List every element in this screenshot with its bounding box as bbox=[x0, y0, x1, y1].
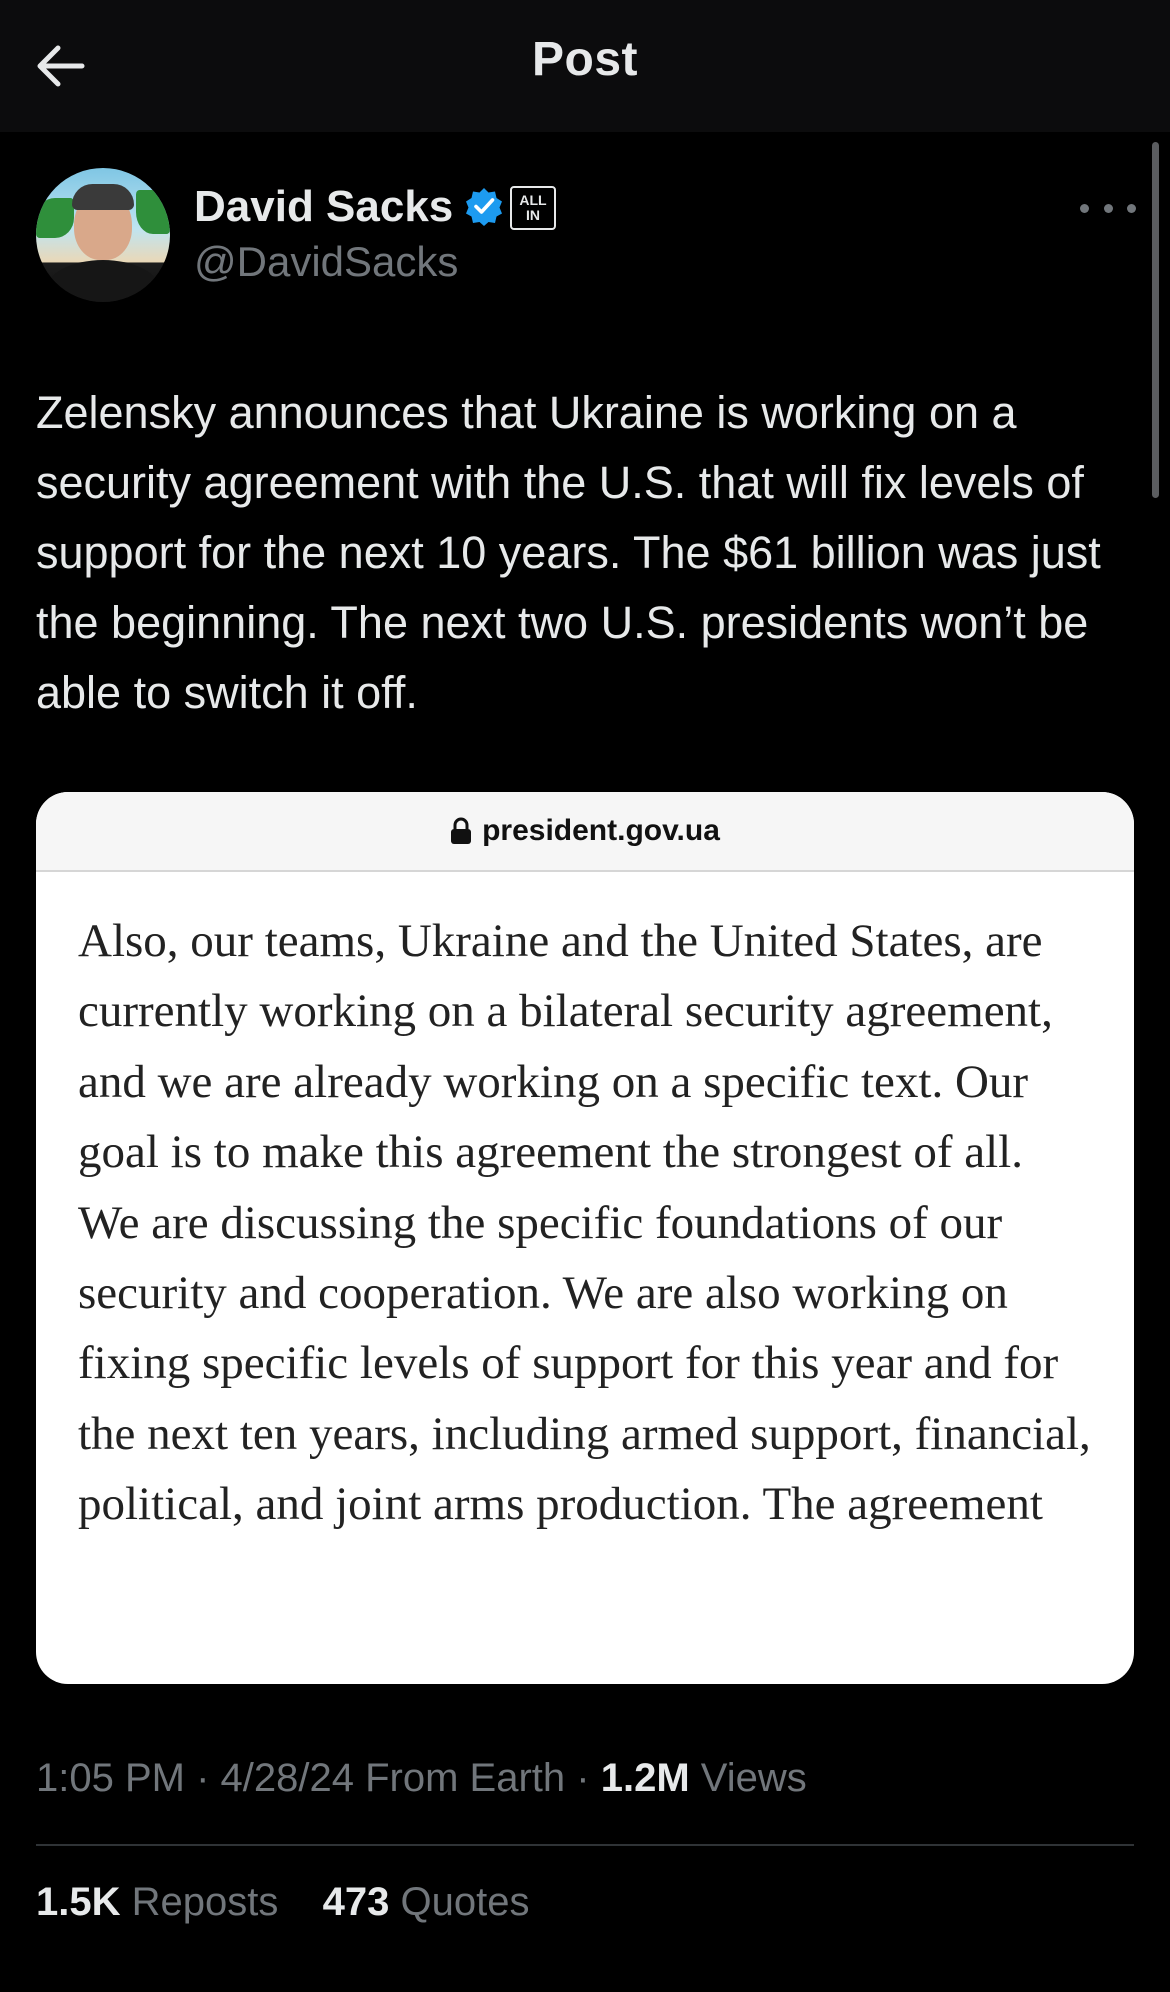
views-count: 1.2M bbox=[600, 1756, 690, 1800]
link-card[interactable] bbox=[36, 792, 1134, 1684]
verified-badge-icon bbox=[464, 186, 504, 226]
post-meta: 1:05 PM · 4/28/24 From Earth · 1.2M Views bbox=[36, 1756, 807, 1800]
post-time: 1:05 PM bbox=[36, 1756, 185, 1800]
views-label: Views bbox=[700, 1756, 807, 1800]
top-bar bbox=[0, 0, 1170, 132]
post-location: From Earth bbox=[365, 1756, 566, 1800]
author-name[interactable]: David Sacks bbox=[194, 182, 454, 231]
post-stats bbox=[36, 1880, 529, 1925]
avatar[interactable] bbox=[36, 168, 170, 302]
divider bbox=[36, 1844, 1134, 1846]
card-quote-text: Also, our teams, Ukraine and the United States, are currently working on a bilateral security agreement, and we are already working on a specific text. Our goal is to make this agreement the strongest of all. We are discussing the specific foundations of our security and cooperation. We are also working on fixing specific levels of support for this year and for the next ten years, including armed support, financial, political, and joint arms production. The agreement bbox=[78, 915, 1091, 1531]
lock-icon bbox=[450, 817, 472, 845]
card-domain: president.gov.ua bbox=[482, 814, 720, 847]
card-header bbox=[36, 792, 1134, 872]
more-horizontal-icon bbox=[1080, 204, 1089, 213]
quotes-count: 473 bbox=[322, 1880, 390, 1924]
page-title: Post bbox=[531, 33, 638, 86]
affiliation-badge[interactable]: ALL IN bbox=[510, 186, 556, 230]
more-options-button[interactable] bbox=[1080, 188, 1136, 228]
quotes-link[interactable] bbox=[323, 1880, 530, 1924]
quotes-label: Quotes bbox=[400, 1880, 530, 1924]
reposts-count: 1.5K bbox=[36, 1880, 121, 1924]
post-text: Zelensky announces that Ukraine is working on a security agreement with the U.S. that will fix levels of support for the next 10 years. The $61 billion was just the beginning. The next two U.S. presidents won’t be able to switch it off. bbox=[36, 387, 1101, 718]
post-date: 4/28/24 bbox=[220, 1756, 354, 1800]
reposts-link[interactable] bbox=[36, 1880, 290, 1924]
author-handle[interactable]: @DavidSacks bbox=[194, 238, 459, 285]
reposts-label: Reposts bbox=[131, 1880, 279, 1924]
scrollbar[interactable] bbox=[1152, 142, 1159, 498]
